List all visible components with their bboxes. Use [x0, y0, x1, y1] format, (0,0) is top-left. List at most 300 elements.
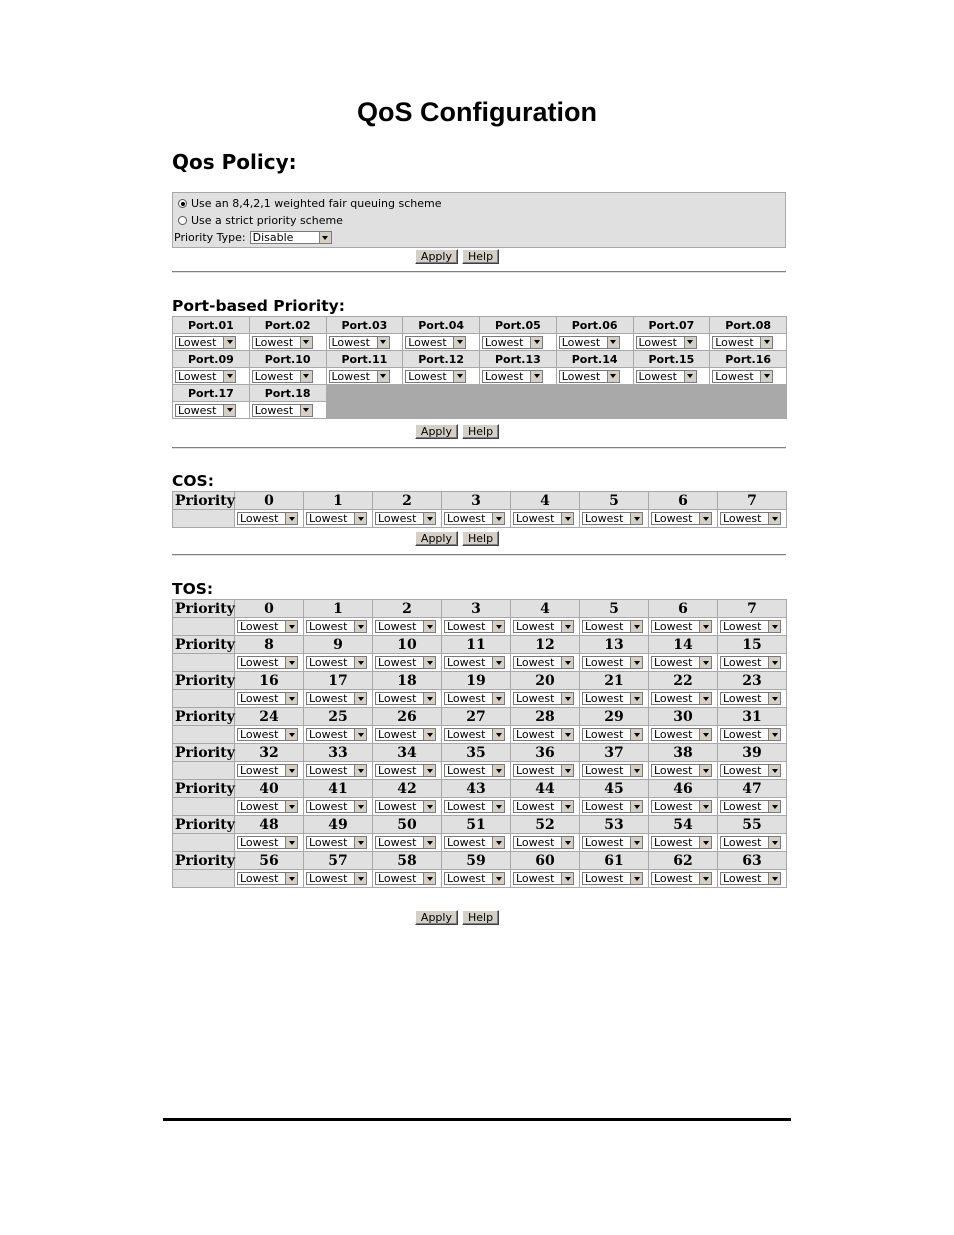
- priority-select[interactable]: [306, 764, 367, 777]
- priority-select[interactable]: [306, 692, 367, 705]
- priority-select[interactable]: [237, 656, 298, 669]
- strict-priority-option[interactable]: [178, 214, 343, 227]
- port-priority-select[interactable]: [405, 336, 466, 349]
- chevron-down-icon[interactable]: [768, 729, 780, 740]
- priority-select[interactable]: [237, 728, 298, 741]
- chevron-down-icon[interactable]: [423, 729, 435, 740]
- port-priority-cell: [173, 334, 250, 351]
- chevron-down-icon[interactable]: [561, 765, 573, 776]
- priority-select[interactable]: [651, 620, 712, 633]
- priority-select[interactable]: [375, 764, 436, 777]
- chevron-down-icon[interactable]: [285, 657, 297, 668]
- priority-select[interactable]: [306, 620, 367, 633]
- priority-select[interactable]: [237, 764, 298, 777]
- priority-number: 59: [442, 852, 511, 870]
- chevron-down-icon[interactable]: [699, 837, 711, 848]
- select-value: Lowest: [654, 656, 693, 669]
- chevron-down-icon[interactable]: [630, 729, 642, 740]
- chevron-down-icon[interactable]: [530, 371, 542, 382]
- chevron-down-icon[interactable]: [354, 729, 366, 740]
- priority-select[interactable]: [582, 728, 643, 741]
- chevron-down-icon[interactable]: [768, 837, 780, 848]
- chevron-down-icon[interactable]: [354, 657, 366, 668]
- chevron-down-icon[interactable]: [768, 621, 780, 632]
- priority-number: 20: [511, 672, 580, 690]
- select-value: Lowest: [723, 620, 762, 633]
- priority-select[interactable]: [237, 512, 298, 525]
- priority-select[interactable]: [582, 836, 643, 849]
- priority-select[interactable]: [513, 692, 574, 705]
- priority-select[interactable]: [651, 800, 712, 813]
- chevron-down-icon[interactable]: [285, 801, 297, 812]
- priority-value-cell: [304, 798, 373, 816]
- select-value: Lowest: [485, 369, 524, 383]
- chevron-down-icon[interactable]: [630, 801, 642, 812]
- priority-value-cell: [304, 654, 373, 672]
- priority-select[interactable]: [444, 692, 505, 705]
- select-value: Lowest: [723, 872, 762, 885]
- chevron-down-icon[interactable]: [561, 657, 573, 668]
- priority-select[interactable]: [444, 872, 505, 885]
- chevron-down-icon[interactable]: [492, 657, 504, 668]
- chevron-down-icon[interactable]: [699, 873, 711, 884]
- priority-select[interactable]: [720, 620, 781, 633]
- port-priority-select[interactable]: [329, 370, 390, 383]
- row-label-blank: [173, 618, 235, 636]
- chevron-down-icon[interactable]: [423, 837, 435, 848]
- select-value: Lowest: [516, 800, 555, 813]
- select-value: Lowest: [240, 656, 279, 669]
- port-label: Port.17: [173, 385, 250, 402]
- row-label-blank: [173, 690, 235, 708]
- chevron-down-icon[interactable]: [453, 371, 465, 382]
- priority-select[interactable]: [720, 656, 781, 669]
- policy-help-button[interactable]: Help: [462, 249, 499, 264]
- priority-select[interactable]: [513, 728, 574, 741]
- select-value: Lowest: [240, 620, 279, 633]
- priority-value-cell: [580, 690, 649, 708]
- port-priority-select[interactable]: [175, 370, 236, 383]
- chevron-down-icon[interactable]: [492, 837, 504, 848]
- priority-select[interactable]: [582, 656, 643, 669]
- chevron-down-icon[interactable]: [768, 657, 780, 668]
- priority-select[interactable]: [444, 836, 505, 849]
- priority-select[interactable]: [651, 872, 712, 885]
- chevron-down-icon[interactable]: [423, 621, 435, 632]
- priority-number: 32: [235, 744, 304, 762]
- priority-number: 6: [649, 600, 718, 618]
- chevron-down-icon[interactable]: [285, 765, 297, 776]
- priority-value-cell: [304, 834, 373, 852]
- priority-type-value: Disable: [252, 231, 294, 244]
- priority-select[interactable]: [375, 872, 436, 885]
- priority-select[interactable]: [444, 764, 505, 777]
- priority-value-cell: [649, 726, 718, 744]
- select-value: Lowest: [378, 620, 417, 633]
- priority-select[interactable]: [237, 692, 298, 705]
- priority-number: 57: [304, 852, 373, 870]
- chevron-down-icon[interactable]: [492, 873, 504, 884]
- tos-apply-button[interactable]: Apply: [415, 910, 458, 925]
- chevron-down-icon[interactable]: [630, 693, 642, 704]
- priority-select[interactable]: [582, 872, 643, 885]
- port-priority-cell: [480, 334, 557, 351]
- priority-select[interactable]: [375, 692, 436, 705]
- priority-select-row: [173, 618, 787, 636]
- priority-value-cell: [718, 510, 787, 528]
- chevron-down-icon[interactable]: [354, 837, 366, 848]
- chevron-down-icon[interactable]: [530, 337, 542, 348]
- port-label: Port.13: [480, 351, 557, 368]
- chevron-down-icon[interactable]: [285, 621, 297, 632]
- chevron-down-icon[interactable]: [492, 729, 504, 740]
- chevron-down-icon[interactable]: [354, 513, 366, 524]
- qos-policy-title: Qos Policy:: [172, 150, 297, 174]
- chevron-down-icon[interactable]: [354, 765, 366, 776]
- chevron-down-icon[interactable]: [561, 693, 573, 704]
- priority-select[interactable]: [513, 620, 574, 633]
- select-value: Lowest: [240, 872, 279, 885]
- priority-value-cell: [442, 690, 511, 708]
- priority-number: 47: [718, 780, 787, 798]
- chevron-down-icon[interactable]: [223, 337, 235, 348]
- port-priority-select[interactable]: [636, 370, 697, 383]
- priority-select[interactable]: [582, 800, 643, 813]
- port-label: Port.14: [556, 351, 633, 368]
- port-label: Port.18: [249, 385, 326, 402]
- priority-row-label: Priority: [173, 492, 235, 510]
- policy-apply-button[interactable]: Apply: [415, 249, 458, 264]
- chevron-down-icon[interactable]: [699, 765, 711, 776]
- port-priority-select[interactable]: [712, 370, 773, 383]
- chevron-down-icon[interactable]: [630, 837, 642, 848]
- port-priority-cell: [556, 334, 633, 351]
- chevron-down-icon[interactable]: [354, 801, 366, 812]
- cos-apply-button[interactable]: Apply: [415, 531, 458, 546]
- cos-help-button[interactable]: Help: [462, 531, 499, 546]
- priority-number: 36: [511, 744, 580, 762]
- port-priority-select[interactable]: [252, 336, 313, 349]
- priority-value-cell: [304, 762, 373, 780]
- chevron-down-icon[interactable]: [561, 513, 573, 524]
- priority-select[interactable]: [651, 656, 712, 669]
- chevron-down-icon[interactable]: [768, 693, 780, 704]
- select-value: Lowest: [447, 764, 486, 777]
- priority-select[interactable]: [444, 656, 505, 669]
- chevron-down-icon[interactable]: [699, 729, 711, 740]
- priority-number: 0: [235, 492, 304, 510]
- chevron-down-icon[interactable]: [377, 371, 389, 382]
- chevron-down-icon[interactable]: [285, 873, 297, 884]
- chevron-down-icon[interactable]: [423, 873, 435, 884]
- priority-number: 1: [304, 492, 373, 510]
- port-priority-cell: [710, 368, 787, 385]
- priority-select[interactable]: [444, 620, 505, 633]
- port-header-row: [173, 317, 787, 334]
- select-value: Lowest: [447, 512, 486, 525]
- chevron-down-icon[interactable]: [300, 405, 312, 416]
- port-label: Port.05: [480, 317, 557, 334]
- select-value: Lowest: [240, 800, 279, 813]
- port-header-row: [173, 351, 787, 368]
- chevron-down-icon[interactable]: [492, 693, 504, 704]
- priority-select[interactable]: [306, 512, 367, 525]
- priority-value-cell: [235, 690, 304, 708]
- chevron-down-icon[interactable]: [423, 513, 435, 524]
- chevron-down-icon[interactable]: [699, 693, 711, 704]
- row-label-blank: [173, 870, 235, 888]
- chevron-down-icon[interactable]: [607, 371, 619, 382]
- port-priority-select[interactable]: [405, 370, 466, 383]
- priority-select[interactable]: [444, 728, 505, 741]
- strict-priority-option-label: Use a strict priority scheme: [191, 214, 343, 227]
- port-priority-select[interactable]: [559, 336, 620, 349]
- chevron-down-icon[interactable]: [285, 513, 297, 524]
- wfq-option[interactable]: [178, 197, 441, 210]
- priority-number-row: [173, 708, 787, 726]
- select-value: Lowest: [516, 728, 555, 741]
- priority-select[interactable]: [513, 764, 574, 777]
- priority-select[interactable]: [237, 620, 298, 633]
- priority-select[interactable]: [444, 800, 505, 813]
- radio-wfq[interactable]: [178, 199, 187, 208]
- chevron-down-icon[interactable]: [423, 801, 435, 812]
- chevron-down-icon[interactable]: [423, 765, 435, 776]
- priority-select[interactable]: [375, 800, 436, 813]
- chevron-down-icon[interactable]: [377, 337, 389, 348]
- priority-select[interactable]: [375, 620, 436, 633]
- priority-select[interactable]: [375, 728, 436, 741]
- radio-strict-priority[interactable]: [178, 216, 187, 225]
- priority-select[interactable]: [720, 800, 781, 813]
- priority-select[interactable]: [651, 692, 712, 705]
- priority-value-cell: [580, 618, 649, 636]
- chevron-down-icon[interactable]: [492, 765, 504, 776]
- chevron-down-icon[interactable]: [453, 337, 465, 348]
- chevron-down-icon[interactable]: [354, 621, 366, 632]
- chevron-down-icon[interactable]: [699, 801, 711, 812]
- port-label: Port.11: [326, 351, 403, 368]
- priority-select[interactable]: [582, 692, 643, 705]
- select-value: Lowest: [585, 656, 624, 669]
- chevron-down-icon[interactable]: [300, 371, 312, 382]
- chevron-down-icon[interactable]: [300, 337, 312, 348]
- chevron-down-icon[interactable]: [423, 657, 435, 668]
- chevron-down-icon[interactable]: [354, 873, 366, 884]
- priority-select[interactable]: [582, 764, 643, 777]
- priority-type-select[interactable]: [250, 231, 332, 244]
- priority-select[interactable]: [720, 764, 781, 777]
- priority-value-cell: [580, 762, 649, 780]
- priority-select[interactable]: [720, 692, 781, 705]
- chevron-down-icon[interactable]: [760, 337, 772, 348]
- port-label: Port.02: [249, 317, 326, 334]
- priority-value-cell: [580, 798, 649, 816]
- priority-value-cell: [511, 834, 580, 852]
- qos-policy-panel: [172, 192, 786, 248]
- priority-select[interactable]: [513, 836, 574, 849]
- port-priority-select[interactable]: [482, 370, 543, 383]
- chevron-down-icon[interactable]: [423, 693, 435, 704]
- port-help-button[interactable]: Help: [462, 424, 499, 439]
- priority-number: 15: [718, 636, 787, 654]
- chevron-down-icon[interactable]: [699, 621, 711, 632]
- priority-select[interactable]: [444, 512, 505, 525]
- priority-select[interactable]: [513, 512, 574, 525]
- footer-rule: [163, 1118, 791, 1121]
- chevron-down-icon[interactable]: [699, 657, 711, 668]
- port-label: Port.12: [403, 351, 480, 368]
- select-value: Lowest: [516, 512, 555, 525]
- priority-number: 48: [235, 816, 304, 834]
- priority-value-cell: [580, 510, 649, 528]
- priority-select[interactable]: [720, 836, 781, 849]
- priority-value-cell: [442, 870, 511, 888]
- chevron-down-icon[interactable]: [768, 513, 780, 524]
- chevron-down-icon[interactable]: [561, 801, 573, 812]
- priority-select[interactable]: [375, 656, 436, 669]
- priority-value-cell: [373, 654, 442, 672]
- priority-number-row: [173, 600, 787, 618]
- chevron-down-icon[interactable]: [699, 513, 711, 524]
- chevron-down-icon[interactable]: [285, 837, 297, 848]
- priority-number: 22: [649, 672, 718, 690]
- priority-select[interactable]: [582, 620, 643, 633]
- select-value: Lowest: [309, 800, 348, 813]
- chevron-down-icon[interactable]: [223, 371, 235, 382]
- select-value: Lowest: [585, 800, 624, 813]
- priority-value-cell: [511, 762, 580, 780]
- priority-value-cell: [580, 834, 649, 852]
- select-value: Lowest: [561, 335, 601, 349]
- chevron-down-icon[interactable]: [630, 621, 642, 632]
- chevron-down-icon[interactable]: [768, 801, 780, 812]
- priority-select[interactable]: [306, 800, 367, 813]
- priority-select[interactable]: [306, 728, 367, 741]
- priority-number: 12: [511, 636, 580, 654]
- select-value: Lowest: [585, 512, 624, 525]
- port-priority-cell: [403, 334, 480, 351]
- priority-select[interactable]: [513, 656, 574, 669]
- priority-type-row: [174, 231, 332, 244]
- priority-select-row: [173, 726, 787, 744]
- port-priority-select[interactable]: [712, 336, 773, 349]
- chevron-down-icon[interactable]: [768, 765, 780, 776]
- priority-select[interactable]: [720, 728, 781, 741]
- select-value: Lowest: [654, 512, 693, 525]
- chevron-down-icon[interactable]: [607, 337, 619, 348]
- chevron-down-icon[interactable]: [492, 801, 504, 812]
- chevron-down-icon[interactable]: [561, 873, 573, 884]
- tos-help-button[interactable]: Help: [462, 910, 499, 925]
- priority-select[interactable]: [651, 764, 712, 777]
- priority-select[interactable]: [651, 512, 712, 525]
- priority-select-row: [173, 690, 787, 708]
- chevron-down-icon[interactable]: [630, 513, 642, 524]
- select-value: Lowest: [309, 836, 348, 849]
- port-priority-select[interactable]: [329, 336, 390, 349]
- priority-number: 53: [580, 816, 649, 834]
- chevron-down-icon[interactable]: [285, 729, 297, 740]
- port-priority-select[interactable]: [252, 404, 313, 417]
- port-priority-select[interactable]: [482, 336, 543, 349]
- port-priority-select[interactable]: [175, 404, 236, 417]
- select-value: Lowest: [240, 512, 279, 525]
- port-priority-select[interactable]: [252, 370, 313, 383]
- chevron-down-icon[interactable]: [319, 232, 331, 243]
- priority-select[interactable]: [306, 872, 367, 885]
- chevron-down-icon[interactable]: [223, 405, 235, 416]
- chevron-down-icon[interactable]: [492, 621, 504, 632]
- priority-select[interactable]: [237, 800, 298, 813]
- chevron-down-icon[interactable]: [561, 621, 573, 632]
- priority-value-cell: [511, 618, 580, 636]
- select-value: Lowest: [585, 764, 624, 777]
- priority-value-cell: [718, 618, 787, 636]
- port-priority-select[interactable]: [636, 336, 697, 349]
- chevron-down-icon[interactable]: [561, 729, 573, 740]
- priority-select[interactable]: [582, 512, 643, 525]
- priority-select[interactable]: [306, 836, 367, 849]
- port-apply-button[interactable]: Apply: [415, 424, 458, 439]
- priority-value-cell: [373, 726, 442, 744]
- chevron-down-icon[interactable]: [630, 657, 642, 668]
- priority-select[interactable]: [651, 728, 712, 741]
- priority-select[interactable]: [375, 836, 436, 849]
- priority-select[interactable]: [237, 872, 298, 885]
- select-value: Lowest: [378, 872, 417, 885]
- chevron-down-icon[interactable]: [630, 765, 642, 776]
- port-buttons: [0, 424, 954, 439]
- priority-value-cell: [373, 762, 442, 780]
- port-priority-select[interactable]: [559, 370, 620, 383]
- select-value: Lowest: [240, 764, 279, 777]
- priority-select[interactable]: [720, 872, 781, 885]
- port-priority-cell: [173, 368, 250, 385]
- chevron-down-icon[interactable]: [354, 693, 366, 704]
- select-value: Lowest: [723, 656, 762, 669]
- priority-select[interactable]: [306, 656, 367, 669]
- chevron-down-icon[interactable]: [561, 837, 573, 848]
- port-label: Port.06: [556, 317, 633, 334]
- select-value: Lowest: [715, 335, 754, 349]
- select-value: Lowest: [585, 872, 624, 885]
- port-priority-select[interactable]: [175, 336, 236, 349]
- priority-number: 16: [235, 672, 304, 690]
- chevron-down-icon[interactable]: [285, 693, 297, 704]
- priority-select[interactable]: [513, 800, 574, 813]
- priority-select[interactable]: [651, 836, 712, 849]
- priority-number: 25: [304, 708, 373, 726]
- priority-select[interactable]: [720, 512, 781, 525]
- chevron-down-icon[interactable]: [684, 371, 696, 382]
- chevron-down-icon[interactable]: [760, 371, 772, 382]
- select-value: Lowest: [309, 764, 348, 777]
- priority-select[interactable]: [237, 836, 298, 849]
- select-value: Lowest: [516, 620, 555, 633]
- priority-value-cell: [649, 510, 718, 528]
- chevron-down-icon[interactable]: [768, 873, 780, 884]
- priority-select[interactable]: [375, 512, 436, 525]
- chevron-down-icon[interactable]: [492, 513, 504, 524]
- priority-value-cell: [442, 798, 511, 816]
- priority-select[interactable]: [513, 872, 574, 885]
- chevron-down-icon[interactable]: [630, 873, 642, 884]
- chevron-down-icon[interactable]: [684, 337, 696, 348]
- port-label: Port.09: [173, 351, 250, 368]
- tos-priority-table: [172, 599, 787, 888]
- priority-value-cell: [511, 798, 580, 816]
